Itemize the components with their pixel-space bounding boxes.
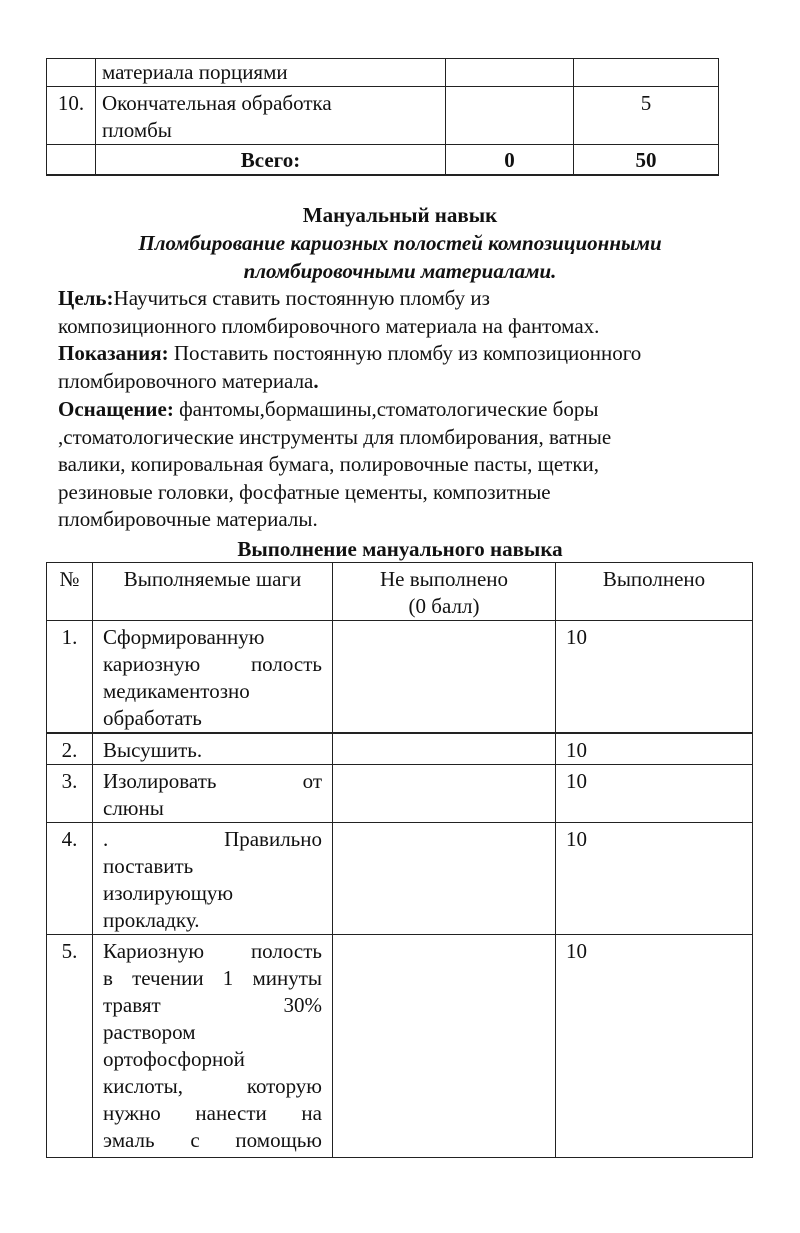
not-done-cell	[333, 765, 556, 823]
row-number: 2.	[47, 733, 93, 765]
section-heading: Мануальный навык	[302, 203, 498, 227]
not-done-cell	[446, 59, 574, 87]
total-not-done: 0	[446, 145, 574, 176]
done-cell: 5	[574, 87, 719, 145]
step-text: Кариозную полость в течении 1 минуты травят 30% раствором ортофосфорной кислоты, которую нужно нанести на эмаль с помощью	[93, 935, 333, 1158]
step-text: . Правильно поставить изолирующую прокладку.	[93, 823, 333, 935]
done-cell: 10	[556, 621, 753, 734]
done-cell: 10	[556, 935, 753, 1158]
not-done-cell	[333, 935, 556, 1158]
total-row	[47, 145, 719, 176]
goal-label: Цель:	[58, 286, 114, 310]
table-row	[47, 823, 753, 935]
done-cell: 10	[556, 823, 753, 935]
goal-paragraph: Цель:Научиться ставить постоянную пломбу из композиционного пломбировочного материала на фантомах.	[58, 286, 600, 338]
done-cell	[574, 59, 719, 87]
equipment-label: Оснащение:	[58, 397, 174, 421]
header-done: Выполнено	[556, 563, 753, 621]
step-text: Сформированную кариозную полость медикаментозно обработать	[93, 621, 333, 734]
row-number	[47, 59, 96, 87]
not-done-cell	[446, 87, 574, 145]
table-row	[47, 935, 753, 1158]
equipment-paragraph: Оснащение: фантомы,бормашины,стоматологические боры ,стоматологические инструменты для пломбирования, ватные валики, копировальная бумага, полировочные пасты, щетки, резиновые головки, фосфатные цементы, композитные пломбировочные материалы.	[58, 397, 612, 532]
row-number: 1.	[47, 621, 93, 734]
row-number: 4.	[47, 823, 93, 935]
header-number: №	[47, 563, 93, 621]
table-row	[47, 59, 719, 87]
not-done-cell	[333, 733, 556, 765]
step-text: Окончательная обработка пломбы	[96, 87, 446, 145]
table-header-row	[47, 563, 753, 621]
row-number: 10.	[47, 87, 96, 145]
step-text: материала порциями	[96, 59, 446, 87]
table-row	[47, 765, 753, 823]
total-done: 50	[574, 145, 719, 176]
done-cell: 10	[556, 733, 753, 765]
section-subtitle-line-2: пломбировочными материалами.	[243, 259, 557, 283]
indications-label: Показания:	[58, 341, 169, 365]
score-table-continuation	[46, 58, 719, 176]
step-text: Изолировать от слюны	[93, 765, 333, 823]
execution-heading: Выполнение мануального навыка	[237, 537, 563, 561]
total-label: Всего:	[96, 145, 446, 176]
step-text: Высушить.	[93, 733, 333, 765]
row-number: 5.	[47, 935, 93, 1158]
not-done-cell	[333, 621, 556, 734]
procedure-table	[46, 562, 753, 1158]
indications-paragraph: Показания: Поставить постоянную пломбу из композиционного пломбировочного материала.	[58, 341, 642, 393]
table-row	[47, 87, 719, 145]
table-row	[47, 621, 753, 734]
table-row	[47, 733, 753, 765]
section-subtitle-line-1: Пломбирование кариозных полостей композиционными	[138, 231, 662, 255]
header-not-done: Не выполнено (0 балл)	[333, 563, 556, 621]
not-done-cell	[333, 823, 556, 935]
empty-cell	[47, 145, 96, 176]
done-cell: 10	[556, 765, 753, 823]
row-number: 3.	[47, 765, 93, 823]
header-steps: Выполняемые шаги	[93, 563, 333, 621]
